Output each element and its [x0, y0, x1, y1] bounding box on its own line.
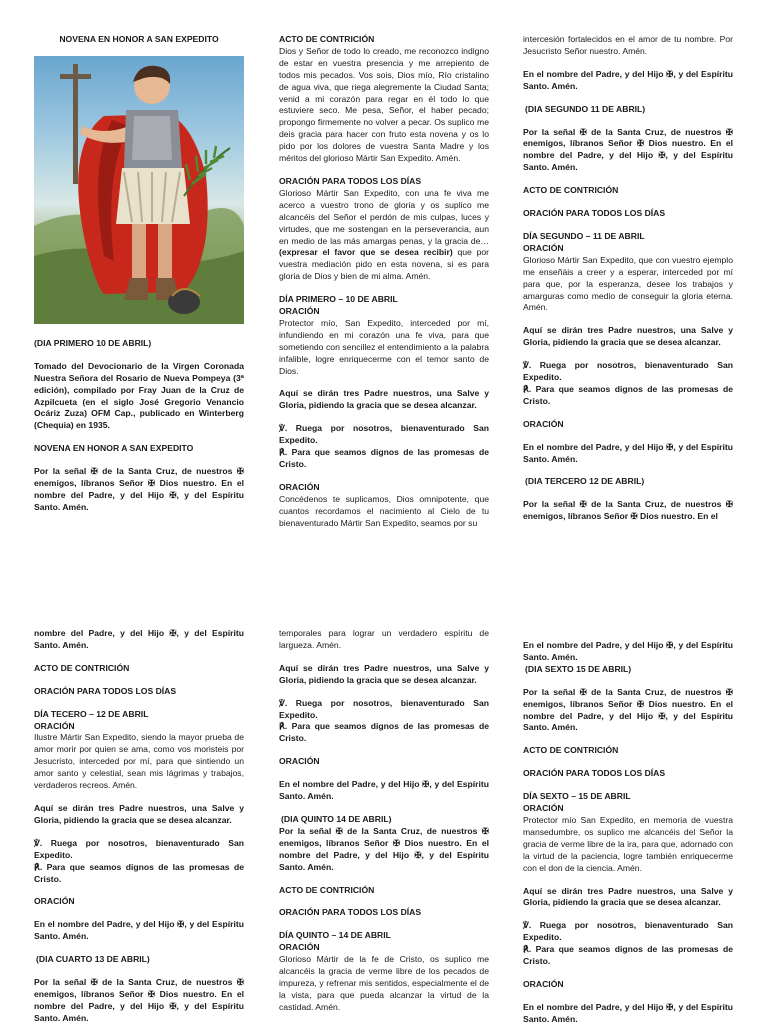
- continuation-text: nombre del Padre, y del Hijo ✠, y del Espíritu Santo. Amén.: [34, 628, 244, 650]
- day2-heading: DÍA SEGUNDO – 11 DE ABRIL: [523, 230, 645, 241]
- name-of-father: En el nombre del Padre, y del Hijo ✠, y del Espíritu Santo. Amén.: [279, 779, 489, 802]
- day6-text: Protector mío San Expedito, en memoria de vuestra mansedumbre, os suplico me alcancéis del Señor la gracia de verme libre de la ira, para que, adornado con la virtud de la paciencia, logre también enriquecerme con el don de la ciencia. Amén.: [523, 814, 733, 873]
- contrition-heading: ACTO DE CONTRICIÓN: [279, 884, 375, 895]
- name-of-father: En el nombre del Padre, y del Hijo ✠, y del Espíritu Santo. Amén.: [523, 68, 733, 91]
- oracion-heading: ORACIÓN: [34, 896, 75, 907]
- day4-header: (DIA CUARTO 13 DE ABRIL): [36, 954, 150, 965]
- oracion-label: ORACIÓN: [523, 242, 564, 253]
- column-3-top: [523, 34, 733, 546]
- column-2-bottom: [279, 628, 489, 1024]
- day6-heading: DÍA SEXTO – 15 DE ABRIL: [523, 791, 631, 802]
- oracion-label: ORACIÓN: [523, 803, 564, 814]
- contrition-heading: ACTO DE CONTRICIÓN: [523, 185, 619, 196]
- continuation-text: temporales para lograr un verdadero espíritu de largueza. Amén.: [279, 628, 489, 650]
- sign-of-cross: Por la señal ✠ de la Santa Cruz, de nuestros ✠ enemigos, líbranos Señor ✠ Dios nuestro. En el nombre del Padre, y del Hijo ✠, y del Espíritu Santo. Amén.: [523, 686, 733, 733]
- closing-text: Concédenos te suplicamos, Dios omnipotente, que cuantos recordamos el nacimiento al Cielo de tu bienaventurado Mártir San Expedito, seamos por su: [279, 493, 489, 528]
- column-1-top: [34, 34, 244, 514]
- day5-header: (DIA QUINTO 14 DE ABRIL): [281, 813, 392, 824]
- name-of-father: En el nombre del Padre, y del Hijo ✠, y del Espíritu Santo. Amén.: [523, 640, 733, 662]
- response: ℟. Para que seamos dignos de las promesas de Cristo.: [523, 944, 733, 967]
- oracion-heading: ORACIÓN: [523, 978, 564, 989]
- daily-prayer-heading: ORACIÓN PARA TODOS LOS DÍAS: [34, 685, 177, 696]
- sign-of-cross: Por la señal ✠ de la Santa Cruz, de nuestros ✠ enemigos, líbranos Señor ✠ Dios nuestro. En el nombre del Padre, y del Hijo ✠, y del Espíritu Santo. Amén.: [279, 825, 489, 872]
- column-3-bottom: [523, 640, 733, 1024]
- oracion-heading: ORACIÓN: [523, 418, 564, 429]
- daily-prayer-heading: ORACIÓN PARA TODOS LOS DÍAS: [523, 768, 666, 779]
- versicle: ℣. Ruega por nosotros, bienaventurado San Expedito.: [523, 920, 733, 943]
- prayers-line: Aquí se dirán tres Padre nuestros, una Salve y Gloria, pidiendo la gracia que se desea alcanzar.: [279, 662, 489, 685]
- oracion-heading: ORACIÓN: [279, 481, 320, 492]
- prayers-line: Aquí se dirán tres Padre nuestros, una Salve y Gloria, pidiendo la gracia que se desea alcanzar.: [279, 388, 489, 411]
- day6-header: (DIA SEXTO 15 DE ABRIL): [525, 663, 632, 674]
- subtitle: NOVENA EN HONOR A SAN EXPEDITO: [34, 443, 194, 454]
- daily-prayer-heading: ORACIÓN PARA TODOS LOS DÍAS: [279, 175, 422, 186]
- prayers-line: Aquí se dirán tres Padre nuestros, una Salve y Gloria, pidiendo la gracia que se desea alcanzar.: [523, 885, 733, 908]
- contrition-text: Dios y Señor de todo lo creado, me reconozco indigno de estar en vuestra presencia y me arrepiento de todos mis pecados. Vos sois, Dios mío, Río cristalino de agua viva, que riega alegremente la Ciudad Santa; venid a mi corazón para regar en él todo lo que estuviere seco. Me pesa, Señor, el haber pecado; propongo firmemente no volver a pecar. Os suplico me deis gracia para hacer con fruto esta novena y os lo pido por los dolores de vuestra Santa Madre y los méritos del glorioso Mártir San Expedito. Amén.: [279, 45, 489, 164]
- prayers-line: Aquí se dirán tres Padre nuestros, una Salve y Gloria, pidiendo la gracia que se desea alcanzar.: [523, 325, 733, 348]
- versicle: ℣. Ruega por nosotros, bienaventurado San Expedito.: [279, 423, 489, 446]
- sign-of-cross-partial: Por la señal ✠ de la Santa Cruz, de nuestros ✠ enemigos, líbranos Señor ✠ Dios nuestro. En el nombre del Padre, y del Hijo ✠, y del Espíritu Santo. Amén.: [34, 977, 244, 1023]
- continuation-text: intercesión fortalecidos en el amor de tu nombre. Por Jesucristo Señor nuestro. Amén.: [523, 34, 733, 56]
- day3-text: Ilustre Mártir San Expedito, siendo la mayor prueba de amor morir por quien se ama, como vos moristeis por Jesucristo, interceded por mí, para que sintiendo un amor santo y celestial, sean mis lágrimas y trabajos, verdaderos recreos. Amén.: [34, 732, 244, 791]
- daily-prayer-text: Glorioso Mártir San Expedito, con una fe viva me acerco a vuestro trono de gloria y os suplico me alcancéis del Señor el perdón de mis culpas, luces y virtudes, que me sostengan en la perseverancia, aun en medio de las más amargas penas, y la gracia de… (expresar el favor que se desea recibir) que por vuestra mediación pido en esta novena, si es para gloria de Dios y bien de mi alma. Amén.: [279, 187, 489, 282]
- versicle: ℣. Ruega por nosotros, bienaventurado San Expedito.: [34, 837, 244, 860]
- name-of-father: En el nombre del Padre, y del Hijo ✠, y del Espíritu Santo. Amén.: [34, 919, 244, 942]
- day1-header: (DIA PRIMERO 10 DE ABRIL): [34, 337, 152, 348]
- day3-header: (DIA TERCERO 12 DE ABRIL): [525, 476, 645, 487]
- response: ℟. Para que seamos dignos de las promesas de Cristo.: [34, 861, 244, 884]
- response: ℟. Para que seamos dignos de las promesas de Cristo.: [279, 721, 489, 744]
- name-of-father-2: En el nombre del Padre, y del Hijo ✠, y del Espíritu Santo. Amén.: [523, 441, 733, 464]
- prayers-line: Aquí se dirán tres Padre nuestros, una Salve y Gloria, pidiendo la gracia que se desea alcanzar.: [34, 802, 244, 825]
- oracion-label: ORACIÓN: [279, 942, 320, 953]
- column-1-bottom: [34, 628, 244, 1024]
- novena-title: NOVENA EN HONOR A SAN EXPEDITO: [59, 34, 219, 44]
- sign-of-cross: Por la señal ✠ de la Santa Cruz, de nuestros ✠ enemigos, líbranos Señor ✠ Dios nuestro. En el nombre del Padre, y del Hijo ✠, y del Espíritu Santo. Amén.: [523, 126, 733, 173]
- contrition-heading: ACTO DE CONTRICIÓN: [279, 34, 375, 44]
- day1-heading: DÍA PRIMERO – 10 DE ABRIL: [279, 294, 398, 305]
- daily-prayer-heading: ORACIÓN PARA TODOS LOS DÍAS: [523, 208, 666, 219]
- day2-text: Glorioso Mártir San Expedito, que con vuestro ejemplo me enseñáis a creer y a esperar, interceded por mí para que, por la esperanza, desee los trabajos y amarguras como medio de conseguir la gloria eterna. Amén.: [523, 254, 733, 313]
- oracion-heading: ORACIÓN: [279, 756, 320, 767]
- contrition-heading: ACTO DE CONTRICIÓN: [523, 745, 619, 756]
- day2-header: (DIA SEGUNDO 11 DE ABRIL): [525, 103, 646, 114]
- day3-heading: DÍA TECERO – 12 DE ABRIL: [34, 708, 149, 719]
- oracion-label: ORACIÓN: [279, 306, 320, 317]
- column-2-top: [279, 34, 489, 546]
- day5-text: Glorioso Mártir de la fe de Cristo, os suplico me alcancéis la gracia de verme libre de los pecados de impureza, y refrenar mis sentidos, especialmente el de la vista, para que pueda alcanzar la virtud de la castidad. Amén.: [279, 954, 489, 1012]
- oracion-label: ORACIÓN: [34, 720, 75, 731]
- day1-text: Protector mío, San Expedito, interceded por mí, infundiendo en mi corazón una fe viva, para que sometiendo con sencillez el entendimiento a la palabra infalible, logre enriquecerme con el temor santo de Dios.: [279, 317, 489, 376]
- versicle: ℣. Ruega por nosotros, bienaventurado San Expedito.: [279, 697, 489, 720]
- name-of-father-2: En el nombre del Padre, y del Hijo ✠, y del Espíritu Santo. Amén.: [523, 1001, 733, 1024]
- sign-of-cross: Por la señal ✠ de la Santa Cruz, de nuestros ✠ enemigos, líbranos Señor ✠ Dios nuestro. En el nombre del Padre, y del Hijo ✠, y del Espíritu Santo. Amén.: [34, 466, 244, 512]
- source-note: Tomado del Devocionario de la Virgen Coronada Nuestra Señora del Rosario de Nueva Pompeya (3ª edición), compilado por Fray Juan de la Cruz de Azpilcueta (en el siglo José Gregorio Venancio Ocáriz Zuza) OFM Cap., publicado en Winterberg (Chequia) en 1935.: [34, 360, 244, 431]
- versicle: ℣. Ruega por nosotros, bienaventurado San Expedito.: [523, 360, 733, 383]
- daily-prayer-heading: ORACIÓN PARA TODOS LOS DÍAS: [279, 907, 422, 918]
- day5-heading: DÍA QUINTO – 14 DE ABRIL: [279, 930, 391, 941]
- contrition-heading: ACTO DE CONTRICIÓN: [34, 662, 130, 673]
- sign-of-cross-partial: Por la señal ✠ de la Santa Cruz, de nuestros ✠ enemigos, líbranos Señor ✠ Dios nuestro. En el: [523, 499, 733, 522]
- saint-expedito-image: [34, 56, 244, 324]
- response: ℟. Para que seamos dignos de las promesas de Cristo.: [279, 447, 489, 469]
- response: ℟. Para que seamos dignos de las promesas de Cristo.: [523, 383, 733, 406]
